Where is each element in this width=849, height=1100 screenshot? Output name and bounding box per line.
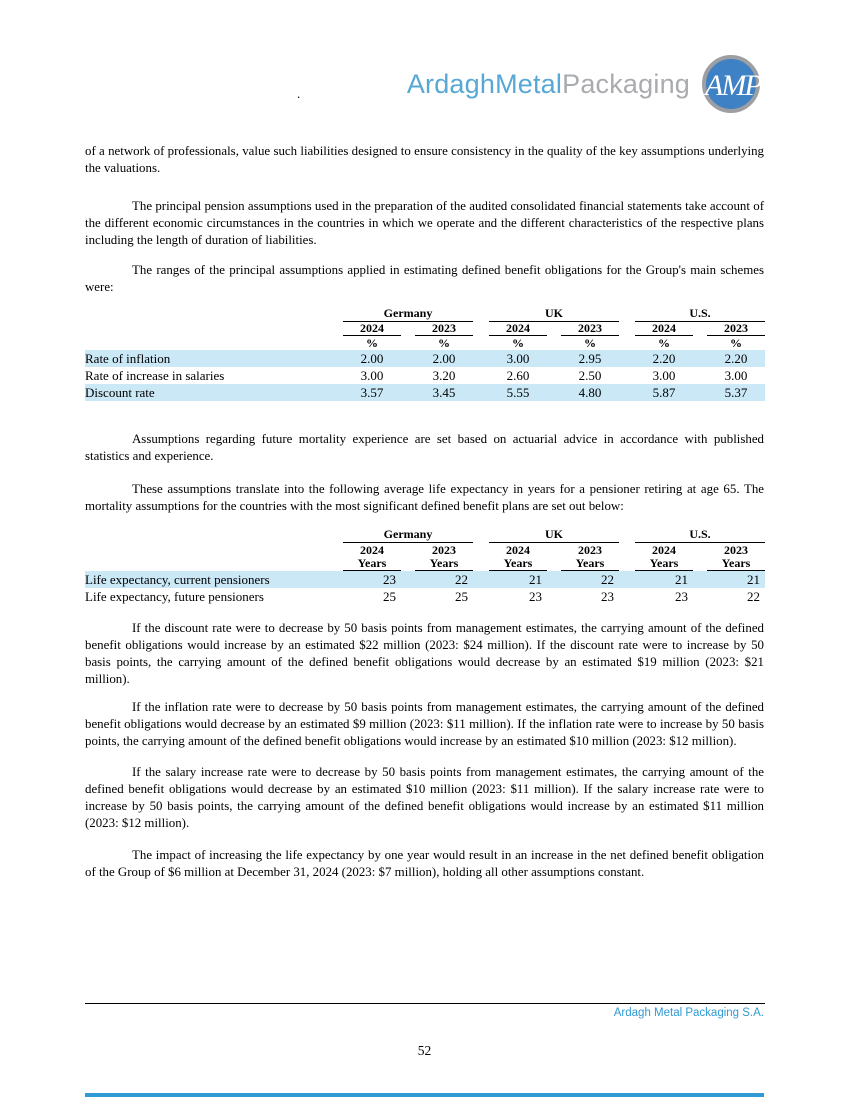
- cell-value: 2.00: [360, 351, 384, 366]
- stray-dot: .: [297, 86, 301, 101]
- footer-divider: [85, 1003, 765, 1004]
- cell-value: 5.55: [506, 385, 530, 400]
- cell-value: 25: [455, 589, 468, 604]
- cell-value: 2.20: [652, 351, 676, 366]
- cell-value: 2.50: [578, 368, 602, 383]
- cell-value: 23: [601, 589, 614, 604]
- row-label: Life expectancy, future pensioners: [85, 589, 264, 604]
- cell-value: 23: [529, 589, 542, 604]
- logo-wordmark-secondary: Packaging: [562, 68, 690, 99]
- cell-value: 22: [601, 572, 614, 587]
- cell-value: 3.00: [360, 368, 384, 383]
- bottom-accent-bar: [85, 1093, 764, 1097]
- table-unit-header: %: [584, 336, 596, 350]
- table-year-header: 2023 Years: [561, 543, 619, 571]
- page-number: 52: [417, 1043, 432, 1058]
- cell-value: 2.95: [578, 351, 602, 366]
- table-row: [85, 350, 765, 367]
- paragraph-inflation-sensitivity: If the inflation rate were to decrease by 50 basis points from management estimates, the carrying amount of the defined benefit obligations would decrease by an estimated $9 million (2023: $11 million). If the inflation rate were to increase by 50 basis points, the carrying amount of the defined benefit obligations would increase by an estimated $10 million (2023: $12 million).: [85, 700, 764, 748]
- table-row: [85, 571, 765, 589]
- cell-value: 22: [747, 589, 761, 604]
- table-group-header: UK: [489, 527, 619, 543]
- table-year-header: 2023 Years: [707, 543, 765, 571]
- paragraph-ranges-intro: The ranges of the principal assumptions applied in estimating defined benefit obligations for the Group's main schemes were:: [85, 263, 764, 294]
- company-logo: [407, 52, 763, 116]
- logo-wordmark: [407, 69, 690, 100]
- cell-value: 25: [383, 589, 396, 604]
- table-year-header: 2024: [489, 322, 547, 336]
- table-group-header: U.S.: [635, 527, 765, 543]
- assumptions-rates-table: [85, 306, 765, 401]
- cell-value: 4.80: [578, 385, 602, 400]
- table-group-header: U.S.: [635, 306, 765, 322]
- cell-value: 2.60: [506, 368, 530, 383]
- table-unit-header: %: [366, 336, 378, 350]
- paragraph-valuations: of a network of professionals, value such liabilities designed to ensure consistency in the quality of the key assumptions underlying the valuations.: [85, 144, 764, 175]
- paragraph-principal-assumptions: The principal pension assumptions used in the preparation of the audited consolidated financial statements take account of the different economic circumstances in the countries in which we operate and the different characteristics of the respective plans including the length of duration of liabilities.: [85, 199, 764, 247]
- row-label: Life expectancy, current pensioners: [85, 571, 270, 587]
- table-year-header: 2023: [415, 322, 473, 336]
- page-content: [85, 143, 764, 881]
- table-row: [85, 384, 765, 401]
- table-year-header: 2024 Years: [635, 543, 693, 571]
- cell-value: 3.00: [652, 368, 676, 383]
- cell-value: 3.00: [724, 368, 748, 383]
- paragraph-discount-sensitivity: If the discount rate were to decrease by 50 basis points from management estimates, the carrying amount of the defined benefit obligations would increase by an estimated $22 million (2023: $24 million). If the discount rate were to increase by 50 basis points, the carrying amount of the defined benefit obligations would decrease by an estimated $19 million (2023: $21 million).: [85, 621, 764, 686]
- logo-wordmark-primary: ArdaghMetal: [406, 68, 563, 99]
- paragraph-life-expectancy-intro: These assumptions translate into the following average life expectancy in years for a pensioner retiring at age 65. The mortality assumptions for the countries with the most significant defined benefit plans are set out below:: [85, 482, 764, 513]
- cell-value: 3.57: [360, 385, 384, 400]
- table-group-header: Germany: [343, 306, 473, 322]
- cell-value: 5.37: [724, 385, 748, 400]
- cell-value: 3.00: [506, 351, 530, 366]
- cell-value: 3.45: [432, 385, 456, 400]
- amp-monogram-icon: [699, 52, 763, 116]
- cell-value: 22: [455, 572, 468, 587]
- table-unit-header: %: [438, 336, 450, 350]
- table-unit-header: %: [658, 336, 670, 350]
- cell-value: 5.87: [652, 385, 676, 400]
- cell-value: 2.20: [724, 351, 748, 366]
- table-row: [85, 588, 765, 605]
- table-group-header: Germany: [343, 527, 473, 543]
- footer-company-name: Ardagh Metal Packaging S.A.: [613, 1007, 764, 1019]
- table-year-header: 2024: [635, 322, 693, 336]
- cell-value: 23: [675, 589, 688, 604]
- row-label: Rate of increase in salaries: [85, 368, 225, 383]
- table-year-header: 2024: [343, 322, 401, 336]
- table-year-header: 2024 Years: [489, 543, 547, 571]
- table-year-header: 2023 Years: [415, 543, 473, 571]
- table-unit-header: %: [512, 336, 524, 350]
- row-label: Rate of inflation: [85, 351, 171, 366]
- table-year-header: 2024 Years: [343, 543, 401, 571]
- cell-value: 21: [675, 572, 688, 587]
- paragraph-salary-sensitivity: If the salary increase rate were to decrease by 50 basis points from management estimates, the carrying amount of the defined benefit obligations would decrease by an estimated $10 million (2023: $11 million). If the salary increase rate were to increase by 50 basis points, the carrying amount of the defined benefit obligations would increase by an estimated $11 million (2023: $12 million).: [85, 765, 764, 830]
- cell-value: 3.20: [432, 368, 456, 383]
- life-expectancy-table: [85, 527, 765, 605]
- paragraph-mortality: Assumptions regarding future mortality experience are set based on actuarial advice in accordance with published statistics and experience.: [85, 432, 764, 463]
- cell-value: 21: [747, 572, 761, 587]
- logo-monogram-text: AMP: [705, 69, 761, 102]
- table-row: [85, 367, 765, 384]
- cell-value: 2.00: [432, 351, 456, 366]
- row-label: Discount rate: [85, 385, 155, 400]
- cell-value: 23: [383, 572, 396, 587]
- cell-value: 21: [529, 572, 542, 587]
- table-year-header: 2023: [561, 322, 619, 336]
- table-unit-header: %: [730, 336, 742, 350]
- paragraph-life-expectancy-impact: The impact of increasing the life expectancy by one year would result in an increase in the net defined benefit obligation of the Group of $6 million at December 31, 2024 (2023: $7 million), holding all other assumptions constant.: [85, 848, 764, 879]
- table-group-header: UK: [489, 306, 619, 322]
- table-year-header: 2023: [707, 322, 765, 336]
